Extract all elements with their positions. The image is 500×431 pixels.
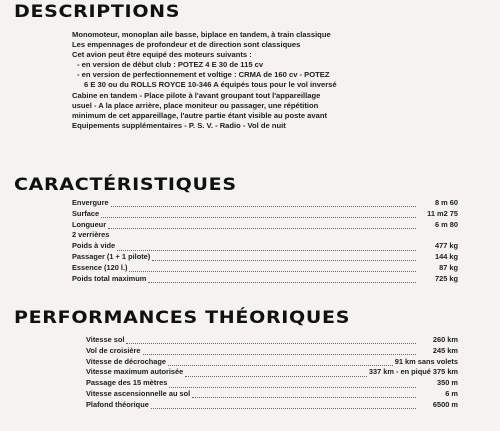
- spec-row: [72, 198, 458, 209]
- perf-value: 6500 m: [432, 399, 458, 409]
- spec-label: Passager (1 + 1 pilote): [72, 251, 151, 261]
- perf-label: Vitesse maximum autorisée: [86, 367, 184, 377]
- caracteristiques-heading: CARACTÉRISTIQUES: [14, 175, 237, 195]
- spec-row: [72, 209, 458, 220]
- perf-value: 350 m: [437, 378, 458, 388]
- perf-label: Vitesse de décrochage: [86, 356, 166, 366]
- spec-label: Poids total maximum: [72, 273, 147, 283]
- perf-label: Vitesse ascensionnelle au sol: [86, 388, 191, 398]
- spec-value: 87 kg: [439, 262, 458, 272]
- descriptions-heading: DESCRIPTIONS: [14, 2, 181, 22]
- perf-row: [86, 378, 458, 389]
- spec-value: 6 m 80: [434, 219, 458, 229]
- performances-table: [86, 335, 458, 411]
- spec-value: 8 m 60: [434, 198, 458, 207]
- spec-row: [72, 263, 458, 274]
- description-line: 6 E 30 ou du ROLLS ROYCE 10-346 A équipés tous pour le vol inversé: [84, 80, 337, 90]
- description-line: - en version de début club : POTEZ 4 E 30 de 115 cv: [77, 60, 264, 70]
- spec-row: [72, 230, 458, 241]
- description-line: - en version de perfectionnement et voltige : CRMA de 160 cv - POTEZ: [77, 70, 330, 80]
- spec-label: Poids à vide: [72, 241, 116, 251]
- performances-heading: PERFORMANCES THÉORIQUES: [14, 308, 351, 328]
- spec-row: [72, 241, 458, 252]
- perf-row: [86, 389, 458, 400]
- perf-row: [86, 357, 458, 368]
- perf-value: 6 m: [445, 388, 458, 398]
- caracteristiques-table: [72, 198, 458, 284]
- perf-value: 337 km - en piqué 375 km: [368, 367, 458, 377]
- perf-label: Vol de croisière: [86, 345, 141, 355]
- spec-value: 144 kg: [434, 251, 458, 261]
- perf-label: Passage des 15 mètres: [86, 378, 168, 388]
- spec-label: Surface: [72, 208, 100, 218]
- perf-value: 260 km: [432, 335, 458, 344]
- description-line: Equipements supplémentaires - P. S. V. - Radio - Vol de nuit: [72, 120, 286, 130]
- spec-row: [72, 274, 458, 285]
- description-line: Cet avion peut être equipé des moteurs suivants :: [72, 50, 252, 60]
- perf-row: [86, 367, 458, 378]
- spec-value: 725 kg: [434, 273, 458, 283]
- spec-label: Essence (120 l.): [72, 262, 128, 272]
- description-line: Cabine en tandem - Place pilote à l'avant groupant tout l'appareillage: [72, 90, 321, 100]
- perf-value: 245 km: [432, 345, 458, 355]
- spec-row: [72, 252, 458, 263]
- spec-label: Envergure: [72, 198, 109, 207]
- descriptions-body: [72, 30, 490, 131]
- perf-label: Vitesse sol: [86, 335, 125, 344]
- description-line: Les empennages de profondeur et de direction sont classiques: [72, 40, 301, 50]
- description-line: minimum de cet appareillage, l'autre partie étant visible au poste avant: [72, 110, 328, 120]
- spec-label: 2 verrières: [72, 230, 110, 240]
- spec-row: [72, 220, 458, 231]
- perf-row: [86, 346, 458, 357]
- spec-label: Longueur: [72, 219, 107, 229]
- perf-row: [86, 400, 458, 411]
- perf-label: Plafond théorique: [86, 399, 149, 409]
- description-line: Monomoteur, monoplan aile basse, biplace en tandem, à train classique: [72, 30, 331, 39]
- description-line: usuel - A la place arrière, place moniteur ou passager, une répétition: [72, 100, 319, 110]
- perf-row: [86, 335, 458, 346]
- spec-value: 11 m2 75: [427, 208, 458, 218]
- perf-value: 91 km sans volets: [394, 356, 458, 366]
- spec-value: 477 kg: [434, 241, 458, 251]
